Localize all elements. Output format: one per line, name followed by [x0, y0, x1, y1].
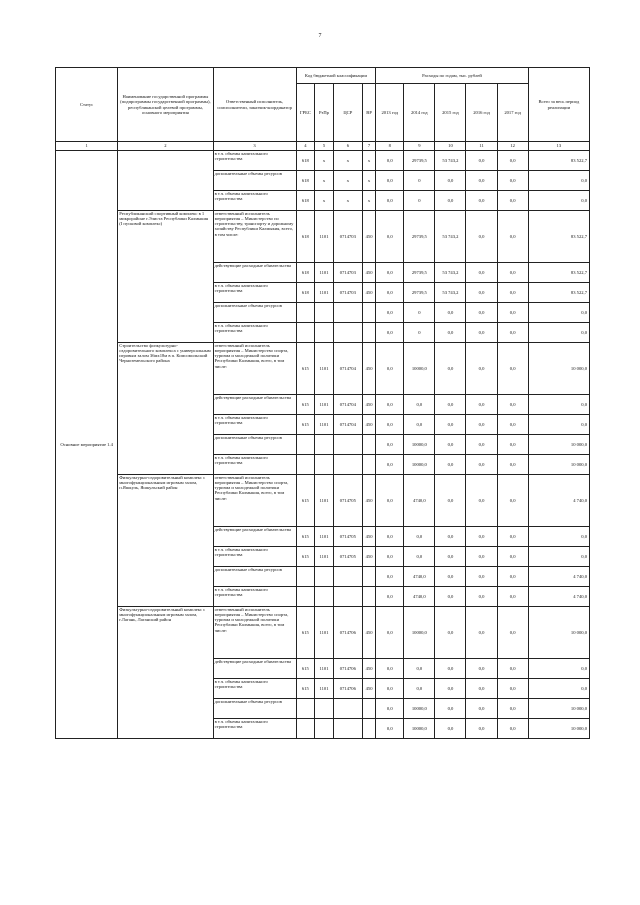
value-2013-cell: 0,0 — [376, 415, 404, 435]
csr-cell: 0714703 — [333, 283, 362, 303]
csr-cell — [333, 435, 362, 455]
vr-cell: х — [362, 191, 375, 211]
rzpr-cell: 1101 — [315, 343, 334, 395]
vr-cell — [362, 699, 375, 719]
rzpr-cell — [315, 323, 334, 343]
value-2015-cell: 0,0 — [435, 343, 466, 395]
grbs-cell: 615 — [296, 679, 315, 699]
value-2016-cell: 0,0 — [466, 659, 497, 679]
csr-cell — [333, 587, 362, 607]
value-2016-cell: 0,0 — [466, 191, 497, 211]
value-2014-cell: 29739,5 — [404, 283, 435, 303]
value-2017-cell: 0,0 — [497, 211, 528, 263]
measure-name-cell — [118, 151, 213, 211]
executor-cell: в т.ч. объемы капитального строительства — [213, 323, 296, 343]
value-2015-cell: 0,0 — [435, 191, 466, 211]
value-2017-cell: 0,0 — [497, 415, 528, 435]
header-expenses: Расходы по годам, тыс. рублей — [376, 68, 528, 84]
value-2013-cell: 0,0 — [376, 527, 404, 547]
grbs-cell — [296, 567, 315, 587]
value-2016-cell: 0,0 — [466, 211, 497, 263]
vr-cell: 450 — [362, 263, 375, 283]
grbs-cell — [296, 323, 315, 343]
value-2015-cell: 0,0 — [435, 567, 466, 587]
csr-cell — [333, 303, 362, 323]
vr-cell: х — [362, 171, 375, 191]
value-2014-cell: 10000,0 — [404, 455, 435, 475]
grbs-cell — [296, 587, 315, 607]
value-2017-cell: 0,0 — [497, 283, 528, 303]
page-number: 7 — [318, 33, 322, 39]
vr-cell: х — [362, 151, 375, 171]
total-cell: 10 000,0 — [528, 607, 589, 659]
value-2017-cell: 0,0 — [497, 151, 528, 171]
value-2015-cell: 0,0 — [435, 171, 466, 191]
grbs-cell — [296, 719, 315, 739]
grbs-cell — [296, 455, 315, 475]
col-number: 7 — [362, 142, 375, 151]
grbs-cell: 618 — [296, 151, 315, 171]
grbs-cell: 615 — [296, 395, 315, 415]
total-cell: 10 000,0 — [528, 455, 589, 475]
vr-cell — [362, 303, 375, 323]
csr-cell: 0714706 — [333, 659, 362, 679]
value-2013-cell: 0,0 — [376, 151, 404, 171]
value-2017-cell: 0,0 — [497, 587, 528, 607]
value-2015-cell: 0,0 — [435, 659, 466, 679]
vr-cell: 450 — [362, 659, 375, 679]
executor-cell: действующие расходные обязательства — [213, 527, 296, 547]
grbs-cell: 615 — [296, 547, 315, 567]
status-cell: Основное мероприятие 1.4 — [56, 151, 118, 739]
col-number: 8 — [376, 142, 404, 151]
rzpr-cell: 1101 — [315, 211, 334, 263]
value-2015-cell: 0,0 — [435, 719, 466, 739]
executor-cell: ответственный исполнитель мероприятия – Министерство спорта, туризма и молодежной политики Республики Калмыкия, всего, в том числе: — [213, 475, 296, 527]
csr-cell: 0714703 — [333, 263, 362, 283]
grbs-cell: 618 — [296, 211, 315, 263]
executor-cell: ответственный исполнитель мероприятия – Министерство спорта, туризма и молодежной политики Республики Калмыкия, всего, в том числе: — [213, 607, 296, 659]
value-2014-cell: 0 — [404, 191, 435, 211]
value-2017-cell: 0,0 — [497, 567, 528, 587]
rzpr-cell: 1101 — [315, 415, 334, 435]
value-2014-cell: 4740,0 — [404, 587, 435, 607]
csr-cell: 0714705 — [333, 475, 362, 527]
value-2017-cell: 0,0 — [497, 659, 528, 679]
measure-name-cell: Физкультурно-оздоровительный комплекс с многофункциональным игровым залом, п.Яшкуль, Яшкульский район — [118, 475, 213, 607]
value-2017-cell: 0,0 — [497, 455, 528, 475]
vr-cell: 450 — [362, 607, 375, 659]
value-2014-cell: 0,0 — [404, 679, 435, 699]
rzpr-cell: 1101 — [315, 263, 334, 283]
executor-cell: действующие расходные обязательства — [213, 263, 296, 283]
vr-cell: 450 — [362, 211, 375, 263]
value-2015-cell: 0,0 — [435, 607, 466, 659]
total-cell: 0,0 — [528, 527, 589, 547]
column-numbers-row — [56, 142, 590, 151]
value-2013-cell: 0,0 — [376, 263, 404, 283]
executor-cell: ответственный исполнитель мероприятия – Министерство по строительству, транспорту и дорожному хозяйству Республики Калмыкия, всего, в том числе: — [213, 211, 296, 263]
value-2016-cell: 0,0 — [466, 171, 497, 191]
value-2015-cell: 0,0 — [435, 415, 466, 435]
rzpr-cell: х — [315, 151, 334, 171]
total-cell: 4 740,0 — [528, 567, 589, 587]
grbs-cell: 615 — [296, 343, 315, 395]
value-2014-cell: 0,0 — [404, 659, 435, 679]
vr-cell — [362, 435, 375, 455]
col-number: 6 — [333, 142, 362, 151]
value-2013-cell: 0,0 — [376, 607, 404, 659]
executor-cell: ответственный исполнитель мероприятия – Министерство спорта, туризма и молодежной политики Республики Калмыкия, всего, в том числе: — [213, 343, 296, 395]
value-2014-cell: 29739,5 — [404, 263, 435, 283]
grbs-cell — [296, 699, 315, 719]
vr-cell — [362, 455, 375, 475]
total-cell: 0,0 — [528, 659, 589, 679]
value-2015-cell: 0,0 — [435, 303, 466, 323]
executor-cell: дополнительные объемы ресурсов — [213, 435, 296, 455]
value-2013-cell: 0,0 — [376, 719, 404, 739]
value-2014-cell: 0 — [404, 171, 435, 191]
value-2013-cell: 0,0 — [376, 475, 404, 527]
value-2017-cell: 0,0 — [497, 699, 528, 719]
value-2017-cell: 0,0 — [497, 527, 528, 547]
value-2014-cell: 4740,0 — [404, 567, 435, 587]
executor-cell: в т.ч. объемы капитального строительства — [213, 415, 296, 435]
rzpr-cell — [315, 587, 334, 607]
total-cell: 0,0 — [528, 191, 589, 211]
vr-cell: 450 — [362, 679, 375, 699]
value-2016-cell: 0,0 — [466, 435, 497, 455]
header-grbs: ГРБС — [296, 84, 315, 142]
header-2015: 2015 год — [435, 84, 466, 142]
total-cell: 0,0 — [528, 171, 589, 191]
vr-cell — [362, 587, 375, 607]
csr-cell: 0714706 — [333, 679, 362, 699]
csr-cell: 0714703 — [333, 211, 362, 263]
total-cell: 10 000,0 — [528, 343, 589, 395]
value-2013-cell: 0,0 — [376, 323, 404, 343]
value-2013-cell: 0,0 — [376, 455, 404, 475]
value-2015-cell: 0,0 — [435, 323, 466, 343]
total-cell: 0,0 — [528, 415, 589, 435]
value-2017-cell: 0,0 — [497, 343, 528, 395]
total-cell: 0,0 — [528, 547, 589, 567]
rzpr-cell — [315, 303, 334, 323]
value-2016-cell: 0,0 — [466, 607, 497, 659]
value-2016-cell: 0,0 — [466, 323, 497, 343]
value-2015-cell: 0,0 — [435, 587, 466, 607]
executor-cell: действующие расходные обязательства — [213, 395, 296, 415]
value-2015-cell: 53 743,2 — [435, 283, 466, 303]
header-2014: 2014 год — [404, 84, 435, 142]
grbs-cell: 615 — [296, 659, 315, 679]
total-cell: 0,0 — [528, 679, 589, 699]
value-2013-cell: 0,0 — [376, 343, 404, 395]
value-2017-cell: 0,0 — [497, 303, 528, 323]
rzpr-cell: 1101 — [315, 395, 334, 415]
value-2013-cell: 0,0 — [376, 435, 404, 455]
budget-table — [55, 67, 590, 739]
total-cell: 4 740,0 — [528, 475, 589, 527]
csr-cell — [333, 567, 362, 587]
value-2017-cell: 0,0 — [497, 547, 528, 567]
value-2014-cell: 29739,5 — [404, 151, 435, 171]
rzpr-cell: х — [315, 191, 334, 211]
table-row — [56, 343, 590, 395]
value-2014-cell: 10000,0 — [404, 435, 435, 455]
value-2013-cell: 0,0 — [376, 659, 404, 679]
value-2016-cell: 0,0 — [466, 679, 497, 699]
value-2015-cell: 0,0 — [435, 475, 466, 527]
value-2014-cell: 10000,0 — [404, 607, 435, 659]
value-2015-cell: 53 743,2 — [435, 211, 466, 263]
value-2013-cell: 0,0 — [376, 679, 404, 699]
value-2013-cell: 0,0 — [376, 211, 404, 263]
executor-cell: дополнительные объемы ресурсов — [213, 699, 296, 719]
rzpr-cell: 1101 — [315, 475, 334, 527]
rzpr-cell: 1101 — [315, 679, 334, 699]
value-2013-cell: 0,0 — [376, 303, 404, 323]
grbs-cell: 615 — [296, 475, 315, 527]
csr-cell: 0714704 — [333, 343, 362, 395]
value-2016-cell: 0,0 — [466, 343, 497, 395]
csr-cell: 0714704 — [333, 395, 362, 415]
value-2016-cell: 0,0 — [466, 475, 497, 527]
value-2017-cell: 0,0 — [497, 171, 528, 191]
value-2016-cell: 0,0 — [466, 587, 497, 607]
grbs-cell: 615 — [296, 415, 315, 435]
table-row — [56, 151, 590, 171]
value-2014-cell: 0,0 — [404, 395, 435, 415]
col-number: 4 — [296, 142, 315, 151]
vr-cell — [362, 323, 375, 343]
value-2017-cell: 0,0 — [497, 679, 528, 699]
rzpr-cell: 1101 — [315, 547, 334, 567]
vr-cell: 450 — [362, 547, 375, 567]
value-2017-cell: 0,0 — [497, 719, 528, 739]
total-cell: 83 522,7 — [528, 283, 589, 303]
header-2016: 2016 год — [466, 84, 497, 142]
value-2015-cell: 53 743,2 — [435, 151, 466, 171]
measure-name-cell: Физкультурно-оздоровительный комплекс с многофункциональным игровым залом, г.Лагань, Лаганский район — [118, 607, 213, 739]
value-2015-cell: 0,0 — [435, 395, 466, 415]
value-2016-cell: 0,0 — [466, 151, 497, 171]
csr-cell: х — [333, 171, 362, 191]
col-number: 5 — [315, 142, 334, 151]
grbs-cell: 618 — [296, 263, 315, 283]
col-number: 11 — [466, 142, 497, 151]
value-2016-cell: 0,0 — [466, 455, 497, 475]
executor-cell: в т.ч. объемы капитального строительства — [213, 151, 296, 171]
executor-cell: дополнительные объемы ресурсов — [213, 567, 296, 587]
measure-name-cell: Строительство физкультурно-оздоровительного комплекса с универсальным игровым залом 36мх18м в п. Комсомольский Черноземельского района — [118, 343, 213, 475]
csr-cell: 0714706 — [333, 607, 362, 659]
csr-cell: 0714705 — [333, 527, 362, 547]
executor-cell: в т.ч. объемы капитального строительства — [213, 283, 296, 303]
executor-cell: в т.ч. объемы капитального строительства — [213, 679, 296, 699]
value-2017-cell: 0,0 — [497, 475, 528, 527]
value-2016-cell: 0,0 — [466, 263, 497, 283]
header-vr: ВР — [362, 84, 375, 142]
header-rzpr: РзПр — [315, 84, 334, 142]
total-cell: 0,0 — [528, 323, 589, 343]
total-cell: 10 000,0 — [528, 699, 589, 719]
value-2015-cell: 0,0 — [435, 527, 466, 547]
vr-cell — [362, 719, 375, 739]
header-total: Всего за весь период реализации — [528, 68, 589, 142]
value-2013-cell: 0,0 — [376, 395, 404, 415]
vr-cell: 450 — [362, 475, 375, 527]
header-budget-code: Код бюджетной классификации — [296, 68, 376, 84]
vr-cell — [362, 567, 375, 587]
total-cell: 83 522,7 — [528, 211, 589, 263]
value-2014-cell: 4740,0 — [404, 475, 435, 527]
grbs-cell: 615 — [296, 527, 315, 547]
value-2017-cell: 0,0 — [497, 323, 528, 343]
rzpr-cell — [315, 455, 334, 475]
value-2013-cell: 0,0 — [376, 283, 404, 303]
value-2014-cell: 0,0 — [404, 547, 435, 567]
col-number: 1 — [56, 142, 118, 151]
rzpr-cell — [315, 435, 334, 455]
csr-cell — [333, 455, 362, 475]
value-2013-cell: 0,0 — [376, 171, 404, 191]
value-2015-cell: 0,0 — [435, 435, 466, 455]
value-2014-cell: 0 — [404, 323, 435, 343]
grbs-cell: 615 — [296, 607, 315, 659]
grbs-cell — [296, 303, 315, 323]
grbs-cell: 618 — [296, 171, 315, 191]
value-2013-cell: 0,0 — [376, 567, 404, 587]
executor-cell: дополнительные объемы ресурсов — [213, 171, 296, 191]
value-2016-cell: 0,0 — [466, 527, 497, 547]
grbs-cell: 618 — [296, 283, 315, 303]
value-2015-cell: 0,0 — [435, 699, 466, 719]
value-2016-cell: 0,0 — [466, 699, 497, 719]
value-2017-cell: 0,0 — [497, 435, 528, 455]
total-cell: 10 000,0 — [528, 719, 589, 739]
value-2014-cell: 29739,5 — [404, 211, 435, 263]
col-number: 10 — [435, 142, 466, 151]
total-cell: 83 522,7 — [528, 151, 589, 171]
col-number: 12 — [497, 142, 528, 151]
executor-cell: в т.ч. объемы капитального строительства — [213, 191, 296, 211]
vr-cell: 450 — [362, 527, 375, 547]
vr-cell: 450 — [362, 283, 375, 303]
value-2015-cell: 0,0 — [435, 455, 466, 475]
value-2016-cell: 0,0 — [466, 547, 497, 567]
value-2014-cell: 10000,0 — [404, 343, 435, 395]
value-2013-cell: 0,0 — [376, 587, 404, 607]
value-2016-cell: 0,0 — [466, 303, 497, 323]
value-2014-cell: 0,0 — [404, 415, 435, 435]
value-2017-cell: 0,0 — [497, 395, 528, 415]
table-body — [56, 151, 590, 739]
csr-cell: х — [333, 151, 362, 171]
value-2016-cell: 0,0 — [466, 567, 497, 587]
grbs-cell: 618 — [296, 191, 315, 211]
value-2017-cell: 0,0 — [497, 191, 528, 211]
csr-cell: х — [333, 191, 362, 211]
measure-name-cell: Республиканский спортивный комплекс в 1 микрорайоне г.Элиста Республики Калмыкия (I пусковой комплекс) — [118, 211, 213, 343]
value-2016-cell: 0,0 — [466, 283, 497, 303]
executor-cell: действующие расходные обязательства — [213, 659, 296, 679]
rzpr-cell: х — [315, 171, 334, 191]
table-row — [56, 475, 590, 527]
header-name: Наименование государственной программы (подпрограммы государственной программы), республиканской целевой программы, основного мероприятия — [118, 68, 213, 142]
rzpr-cell: 1101 — [315, 659, 334, 679]
executor-cell: в т.ч. объемы капитального строительства — [213, 719, 296, 739]
total-cell: 0,0 — [528, 395, 589, 415]
value-2015-cell: 0,0 — [435, 679, 466, 699]
value-2016-cell: 0,0 — [466, 719, 497, 739]
col-number: 9 — [404, 142, 435, 151]
total-cell: 4 740,0 — [528, 587, 589, 607]
value-2015-cell: 0,0 — [435, 547, 466, 567]
col-number: 13 — [528, 142, 589, 151]
rzpr-cell — [315, 567, 334, 587]
col-number: 3 — [213, 142, 296, 151]
total-cell: 83 522,7 — [528, 263, 589, 283]
rzpr-cell: 1101 — [315, 283, 334, 303]
value-2015-cell: 53 743,2 — [435, 263, 466, 283]
rzpr-cell: 1101 — [315, 527, 334, 547]
rzpr-cell: 1101 — [315, 607, 334, 659]
value-2014-cell: 10000,0 — [404, 719, 435, 739]
total-cell: 10 000,0 — [528, 435, 589, 455]
executor-cell: дополнительные объемы ресурсов — [213, 303, 296, 323]
vr-cell: 450 — [362, 395, 375, 415]
header-status: Статус — [56, 68, 118, 142]
value-2013-cell: 0,0 — [376, 191, 404, 211]
csr-cell — [333, 699, 362, 719]
header-2013: 2013 год — [376, 84, 404, 142]
table-row — [56, 211, 590, 263]
executor-cell: в т.ч. объемы капитального строительства — [213, 547, 296, 567]
total-cell: 0,0 — [528, 303, 589, 323]
rzpr-cell — [315, 719, 334, 739]
csr-cell: 0714704 — [333, 415, 362, 435]
grbs-cell — [296, 435, 315, 455]
header-csr: ЦСР — [333, 84, 362, 142]
value-2013-cell: 0,0 — [376, 547, 404, 567]
csr-cell: 0714705 — [333, 547, 362, 567]
vr-cell: 450 — [362, 415, 375, 435]
executor-cell: в т.ч. объемы капитального строительства — [213, 587, 296, 607]
rzpr-cell — [315, 699, 334, 719]
col-number: 2 — [118, 142, 213, 151]
csr-cell — [333, 323, 362, 343]
value-2014-cell: 10000,0 — [404, 699, 435, 719]
value-2016-cell: 0,0 — [466, 415, 497, 435]
vr-cell: 450 — [362, 343, 375, 395]
csr-cell — [333, 719, 362, 739]
value-2016-cell: 0,0 — [466, 395, 497, 415]
value-2017-cell: 0,0 — [497, 607, 528, 659]
table-row — [56, 607, 590, 659]
executor-cell: в т.ч. объемы капитального строительства — [213, 455, 296, 475]
value-2014-cell: 0,0 — [404, 527, 435, 547]
value-2013-cell: 0,0 — [376, 699, 404, 719]
value-2017-cell: 0,0 — [497, 263, 528, 283]
header-executor: Ответственный исполнитель, соисполнители, заказчик-координатор — [213, 68, 296, 142]
header-2017: 2017 год — [497, 84, 528, 142]
value-2014-cell: 0 — [404, 303, 435, 323]
